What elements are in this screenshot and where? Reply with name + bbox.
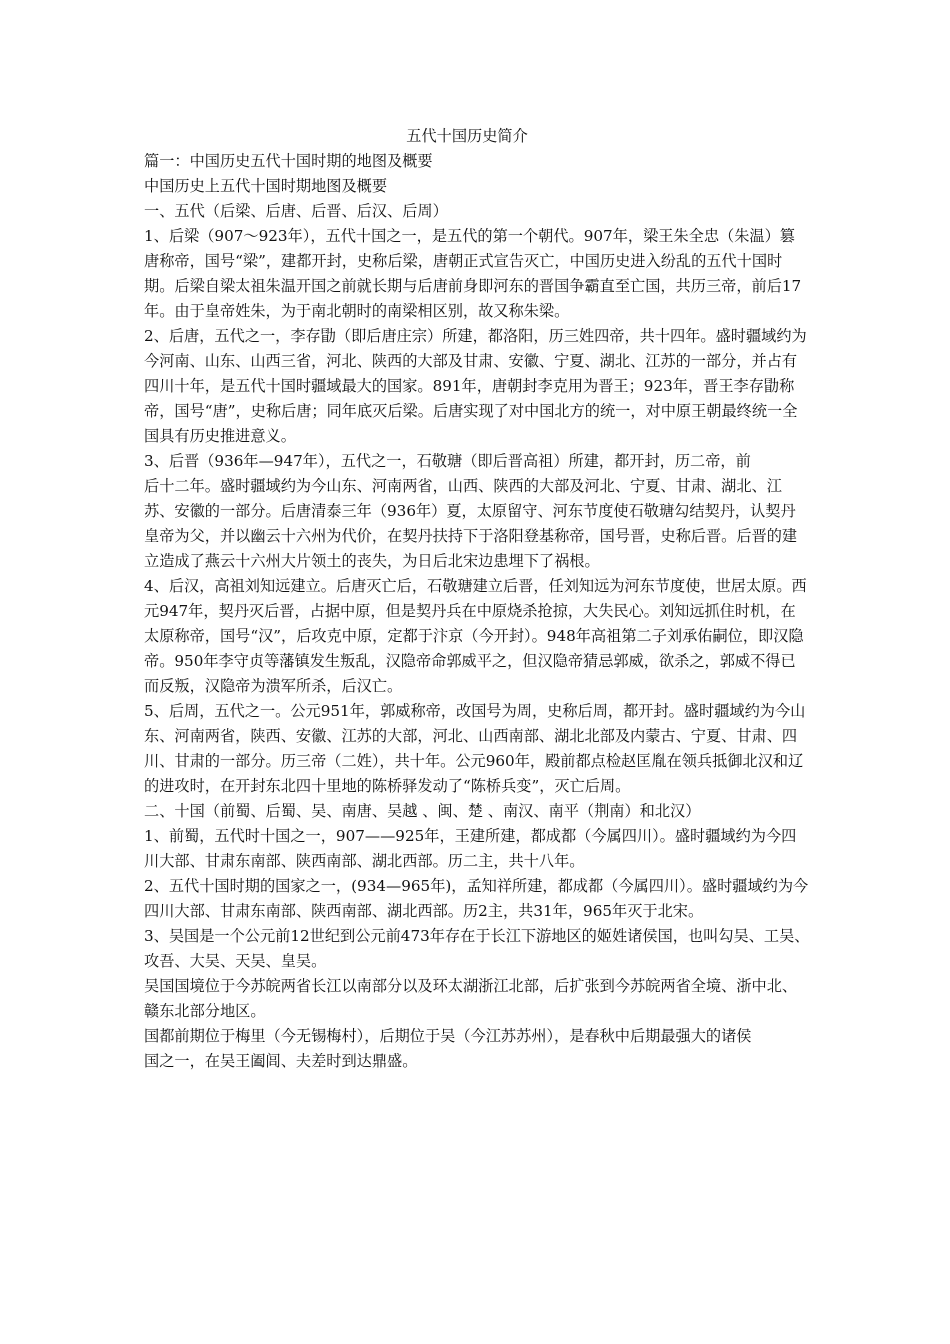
paragraph: 5、后周，五代之一。公元951年，郭威称帝，改国号为周，史称后周，都开封。盛时疆域约为今山东、河南两省，陕西、安徽、江苏的大部，河北、山西南部、湖北北部及内蒙古、宁夏、甘肃、四川、甘肃的一部分。历三帝（二姓），共十年。公元960年，殿前都点检赵匡胤在领兵抵御北汉和辽的进攻时，在开封东北四十里地的陈桥驿发动了“陈桥兵变”，灭亡后周。 bbox=[144, 702, 806, 795]
paragraph: 国之一，在吴王阖闾、夫差时到达鼎盛。 bbox=[144, 1052, 418, 1070]
paragraph: 3、后晋（936年—947年），五代之一，石敬瑭（即后晋高祖）所建，都开封，历二帝，前 bbox=[144, 452, 751, 470]
paragraph: 国都前期位于梅里（今无锡梅村），后期位于吴（今江苏苏州），是春秋中后期最强大的诸侯 bbox=[144, 1027, 752, 1045]
document-title: 五代十国历史简介 bbox=[406, 127, 528, 145]
paragraph: 二、十国（前蜀、后蜀、吴、南唐、吴越 、闽、楚 、南汉、南平（荆南）和北汉） bbox=[144, 802, 701, 820]
paragraph: 中国历史上五代十国时期地图及概要 bbox=[144, 177, 387, 195]
paragraph: 3、吴国是一个公元前12世纪到公元前473年存在于长江下游地区的姬姓诸侯国，也叫勾吴、工吴、攻吾、大吴、天吴、皇吴。 bbox=[144, 927, 810, 970]
paragraph: 4、后汉，高祖刘知远建立。后唐灭亡后，石敬瑭建立后晋，任刘知远为河东节度使，世居太原。西元947年，契丹灭后晋，占据中原，但是契丹兵在中原烧杀抢掠，大失民心。刘知远抓住时机，在太原称帝，国号“汉”，后攻克中原，定都于汴京（今开封）。948年高祖第二子刘承佑嗣位，即汉隐帝。950年李守贞等藩镇发生叛乱，汉隐帝命郭威平之，但汉隐帝猜忌郭威，欲杀之，郭威不得已而反叛，汉隐帝为溃军所杀，后汉亡。 bbox=[144, 577, 807, 695]
paragraph: 2、五代十国时期的国家之一，(934—965年)，孟知祥所建，都成都（今属四川）。盛时疆域约为今四川大部、甘肃东南部、陕西南部、湖北西部。历2主，共31年，965年灭于北宋。 bbox=[144, 877, 809, 920]
paragraph: 吴国国境位于今苏皖两省长江以南部分以及环太湖浙江北部，后扩张到今苏皖两省全境、浙中北、赣东北部分地区。 bbox=[144, 977, 798, 1020]
paragraph: 2、后唐，五代之一，李存勖（即后唐庄宗）所建，都洛阳，历三姓四帝，共十四年。盛时疆域约为今河南、山东、山西三省，河北、陕西的大部及甘肃、安徽、宁夏、湖北、江苏的一部分，并占有四川十年，是五代十国时疆域最大的国家。891年，唐朝封李克用为晋王；923年，晋王李存勖称帝，国号“唐”，史称后唐；同年底灭后梁。后唐实现了对中国北方的统一，对中原王朝最终统一全国具有历史推进意义。 bbox=[144, 327, 807, 445]
paragraph: 1、前蜀，五代时十国之一，907——925年，王建所建，都成都（今属四川）。盛时疆域约为今四川大部、甘肃东南部、陕西南部、湖北西部。历二主，共十八年。 bbox=[144, 827, 797, 870]
paragraph: 1、后梁（907～923年），五代十国之一，是五代的第一个朝代。907年，梁王朱全忠（朱温）篡唐称帝，国号“梁”，建都开封，史称后梁，唐朝正式宣告灭亡，中国历史进入纷乱的五代十国时期。后梁自梁太祖朱温开国之前就长期与后唐前身即河东的晋国争霸直至亡国，共历三帝，前后17年。由于皇帝姓朱，为于南北朝时的南梁相区别，故又称朱梁。 bbox=[144, 227, 802, 320]
document-body bbox=[144, 124, 810, 1074]
paragraph: 篇一：中国历史五代十国时期的地图及概要 bbox=[144, 152, 433, 170]
paragraph: 后十二年。盛时疆域约为今山东、河南两省，山西、陕西的大部及河北、宁夏、甘肃、湖北、江苏、安徽的一部分。后唐清泰三年（936年）夏，太原留守、河东节度使石敬瑭勾结契丹，认契丹皇帝为父，并以幽云十六州为代价，在契丹扶持下于洛阳登基称帝，国号晋，史称后晋。后晋的建立造成了燕云十六州大片领土的丧失，为日后北宋边患埋下了祸根。 bbox=[144, 477, 798, 570]
paragraph: 一、五代（后梁、后唐、后晋、后汉、后周） bbox=[144, 202, 448, 220]
